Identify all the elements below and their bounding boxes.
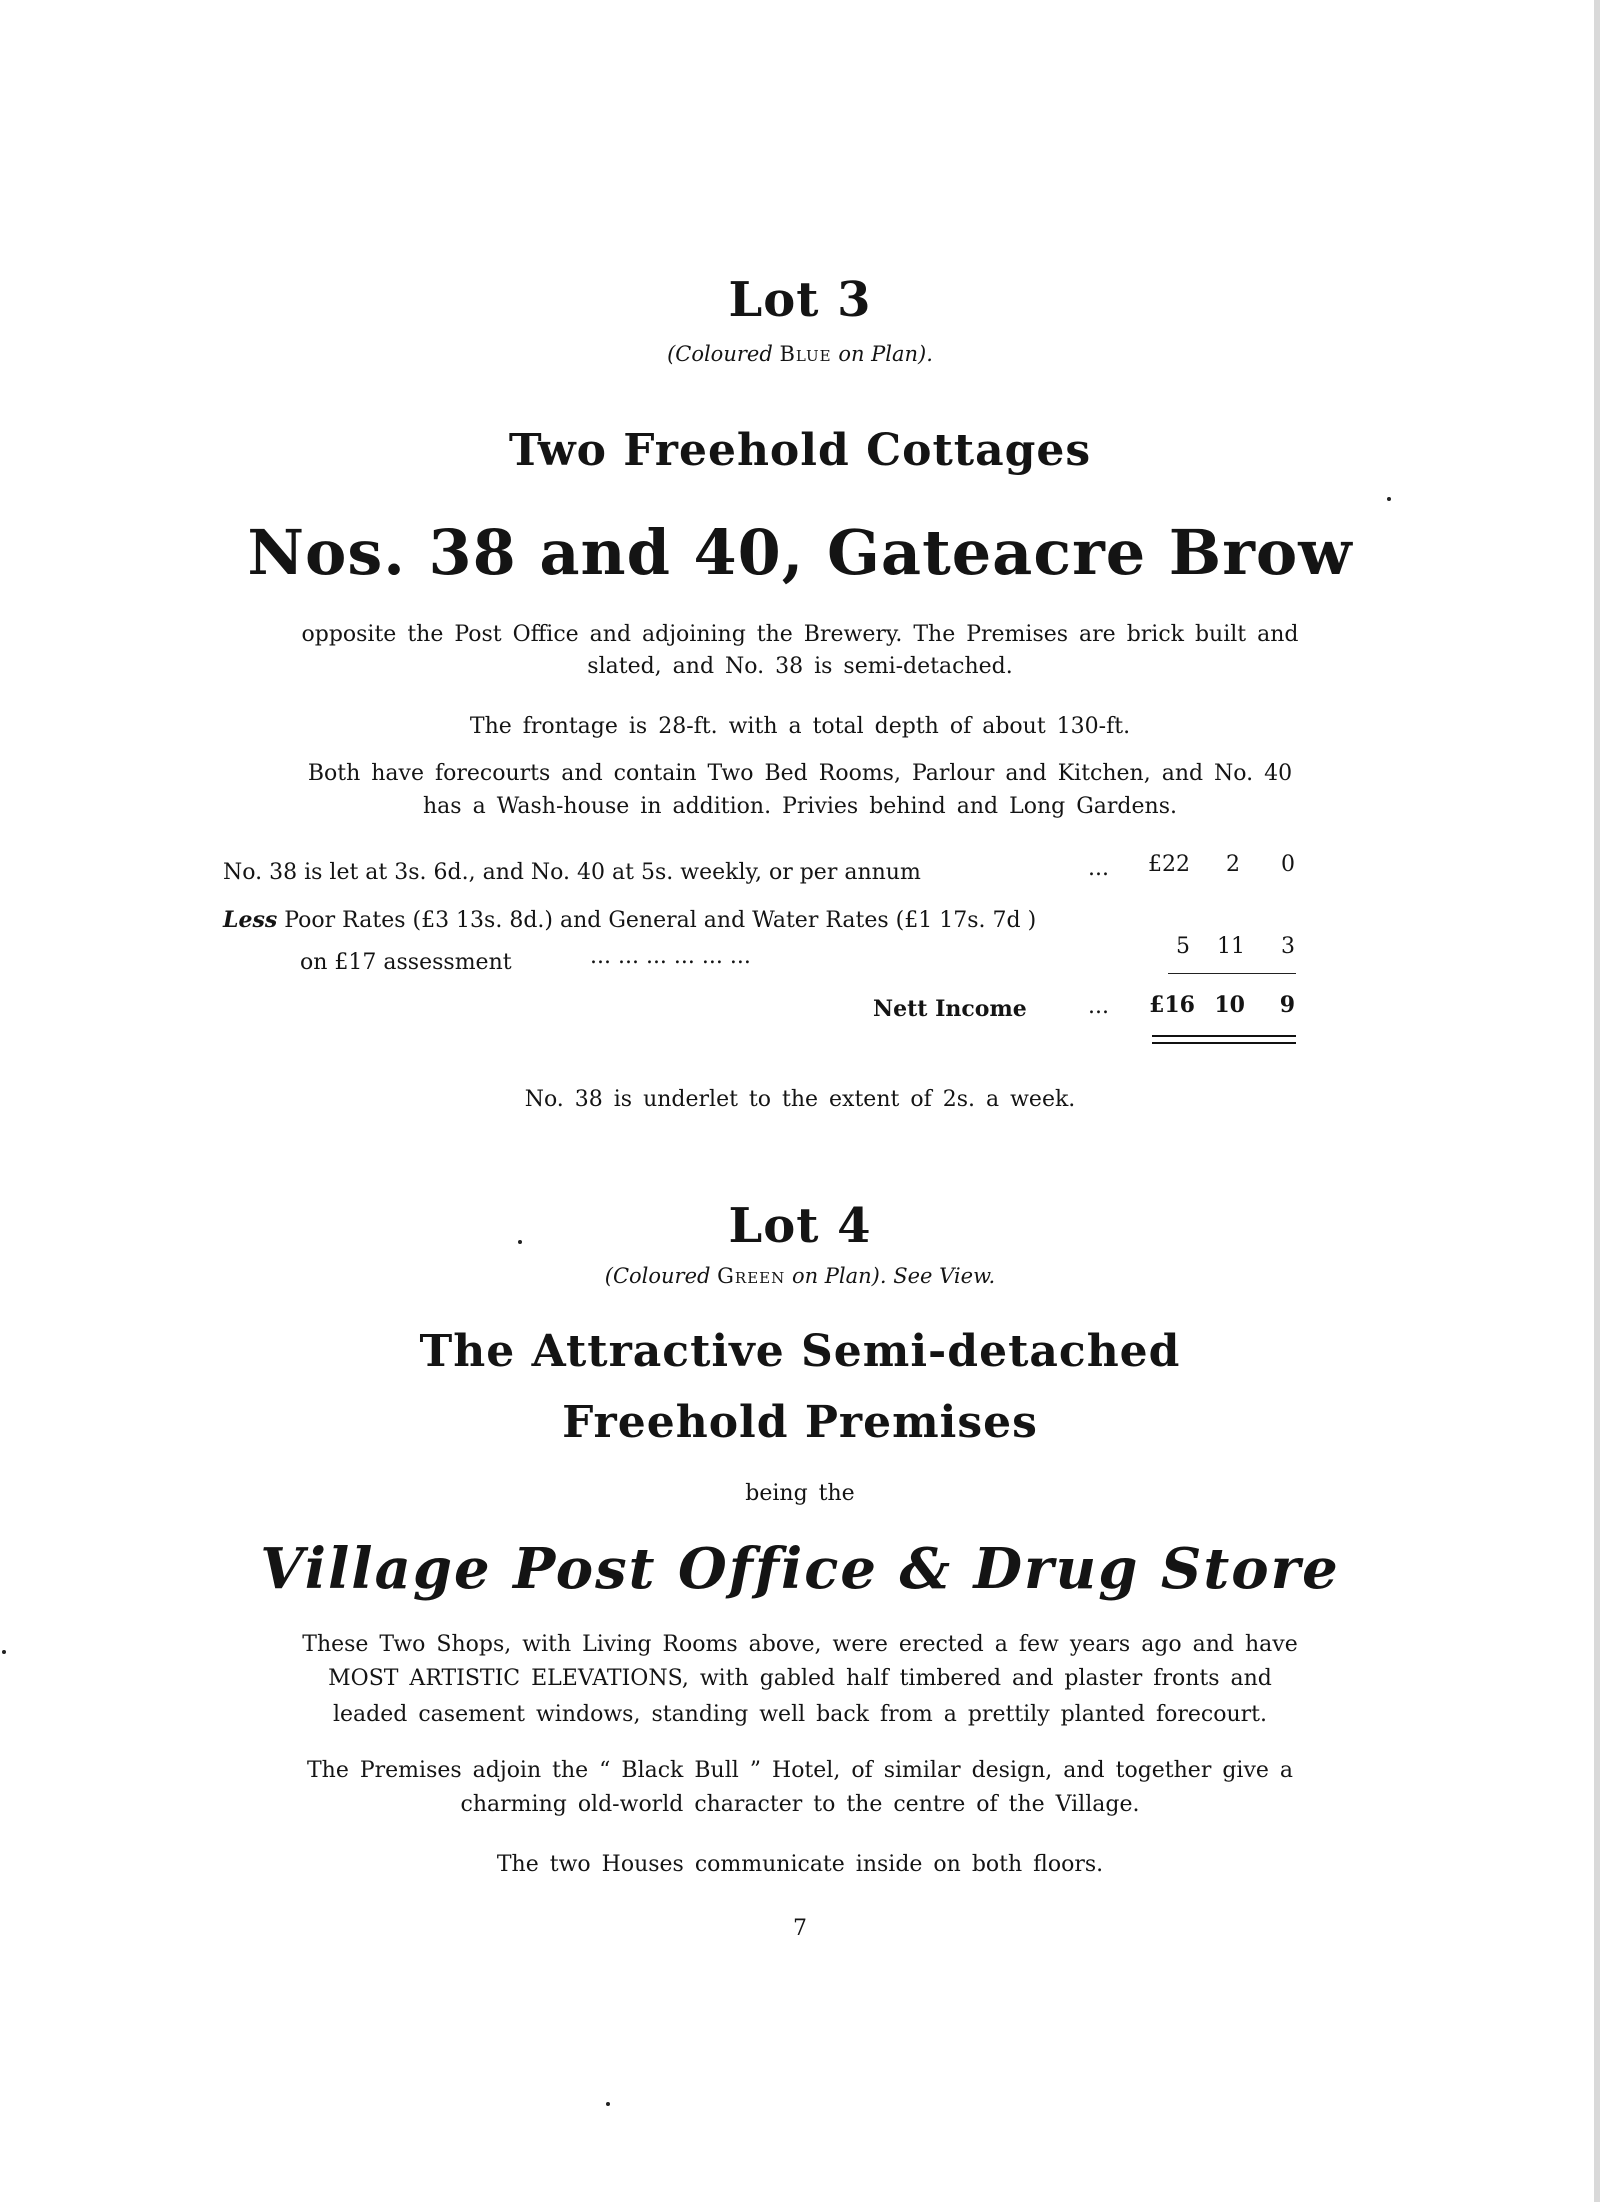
nett-pence: 9 — [1279, 992, 1295, 1018]
nett-pounds: £16 — [1149, 992, 1195, 1018]
lot3-note-suffix: on Plan). — [838, 342, 933, 366]
lot3-para1-line1: opposite the Post Office and adjoining the Brewery. The Premises are brick built and — [301, 622, 1299, 647]
nett-shillings: 10 — [1214, 992, 1245, 1018]
lot3-note-prefix: (Coloured — [667, 342, 773, 366]
lot3-para1-line2: slated, and No. 38 is semi-detached. — [587, 654, 1013, 679]
nett-dots: ... — [1088, 994, 1109, 1019]
scan-speck — [2, 1650, 6, 1654]
lot4-para1-line1: These Two Shops, with Living Rooms above, were erected a few years ago and have — [302, 1632, 1298, 1657]
lot4-para1-line3: leaded casement windows, standing well back from a prettily planted forecourt. — [332, 1702, 1267, 1727]
less-shillings: 11 — [1217, 934, 1245, 959]
lot4-note-suffix: on Plan). See View. — [791, 1264, 996, 1288]
less-text: Poor Rates (£3 13s. 8d.) and General and Water Rates (£1 17s. 7d ) — [284, 908, 1037, 933]
nett-label: Nett Income — [873, 996, 1027, 1022]
scan-speck — [518, 1240, 522, 1244]
less-pounds: 5 — [1176, 934, 1190, 959]
lot4-note-prefix: (Coloured — [604, 1264, 711, 1288]
lot4-para2-line1: The Premises adjoin the “ Black Bull ” Hotel, of similar design, and together give a — [306, 1758, 1294, 1783]
less-dots: ... ... ... ... ... ... — [590, 944, 751, 969]
subtotal-rule — [1168, 973, 1296, 974]
rent-line: No. 38 is let at 3s. 6d., and No. 40 at 5s. weekly, or per annum — [223, 860, 921, 885]
lot3-para2: The frontage is 28-ft. with a total depth of about 130-ft. — [469, 714, 1131, 739]
rent-pounds: £22 — [1148, 852, 1190, 877]
lot3-note-color: Blue — [779, 342, 832, 366]
scan-speck — [1387, 497, 1391, 501]
lot4-heading-line2: Freehold Premises — [562, 1397, 1038, 1448]
lot4-note-color: Green — [717, 1264, 786, 1288]
scan-speck — [606, 2102, 610, 2106]
lot4-heading-line1: The Attractive Semi-detached — [419, 1326, 1181, 1377]
lot4-para2-line2: charming old-world character to the centre of the Village. — [460, 1792, 1140, 1817]
lot4-para3: The two Houses communicate inside on both floors. — [496, 1852, 1104, 1877]
less-word: Less — [223, 907, 278, 933]
total-double-rule — [1152, 1035, 1296, 1044]
lot4-title: Lot 4 — [728, 1198, 872, 1254]
lot3-plan-note — [0, 342, 1600, 366]
lot3-title: Lot 3 — [728, 272, 872, 328]
lot4-being-the: being the — [745, 1481, 855, 1506]
less-line2: on £17 assessment — [300, 950, 512, 975]
lot4-para1-line2: MOST ARTISTIC ELEVATIONS, with gabled half timbered and plaster fronts and — [328, 1666, 1272, 1691]
rent-dots: ... — [1088, 856, 1109, 881]
lot3-para3-line1: Both have forecourts and contain Two Bed Rooms, Parlour and Kitchen, and No. 40 — [307, 761, 1293, 786]
lot4-store-name: Village Post Office & Drug Store — [260, 1536, 1340, 1602]
rent-pence: 0 — [1281, 852, 1295, 877]
less-pence: 3 — [1281, 934, 1295, 959]
less-line1 — [223, 907, 1036, 933]
rent-shillings: 2 — [1226, 852, 1240, 877]
lot4-plan-note — [0, 1264, 1600, 1288]
lot3-underlet: No. 38 is underlet to the extent of 2s. a week. — [524, 1087, 1076, 1112]
scan-page-edge — [1594, 0, 1600, 2202]
lot3-para3-line2: has a Wash-house in addition. Privies behind and Long Gardens. — [423, 794, 1177, 819]
lot3-heading: Two Freehold Cottages — [508, 425, 1092, 476]
page-number: 7 — [793, 1916, 807, 1941]
lot3-address: Nos. 38 and 40, Gateacre Brow — [247, 516, 1353, 589]
